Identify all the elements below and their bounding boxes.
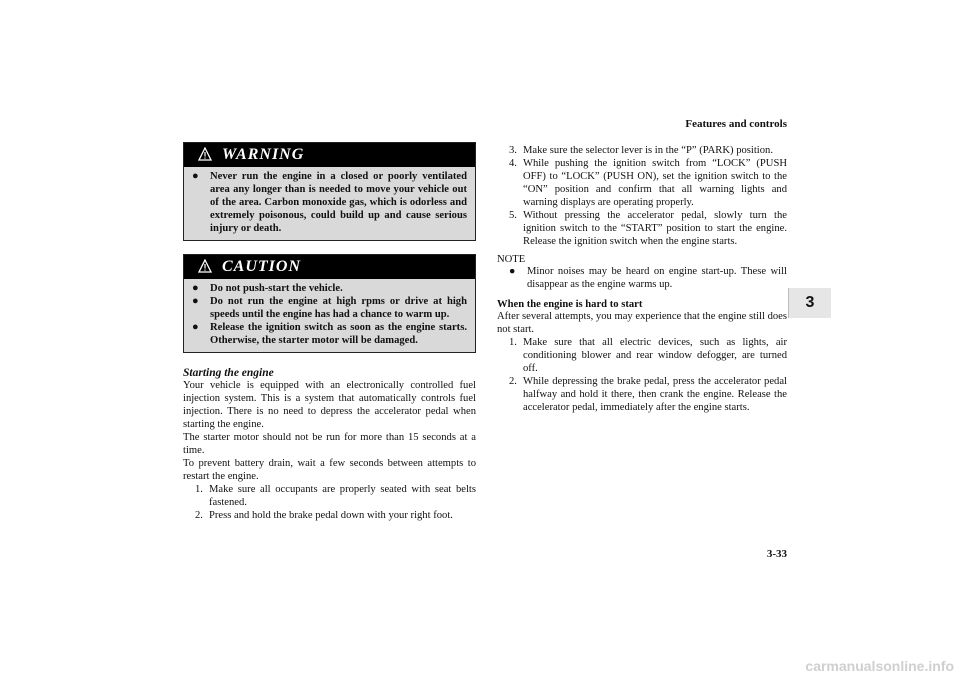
note-label: NOTE [497, 254, 526, 265]
caution-item: ● Release the ignition switch as soon as the engine starts. Otherwise, the starter motor will be damaged. [192, 321, 467, 346]
running-header: Features and controls [685, 118, 787, 130]
caution-header [184, 255, 475, 279]
list-item: 1. Make sure all occupants are properly seated with seat belts fastened. [195, 484, 476, 508]
paragraph: To prevent battery drain, wait a few seconds between attempts to restart the engine. [183, 458, 476, 482]
steps-list [497, 144, 787, 248]
left-column [183, 142, 476, 522]
bullet-icon: ● [192, 282, 199, 294]
warning-body [184, 167, 475, 240]
caution-triangle-icon [198, 259, 212, 273]
list-item: 1. Make sure that all electric devices, such as lights, air conditioning blower and rear window defogger, are turned off. [509, 337, 787, 374]
caution-item: ● Do not run the engine at high rpms or drive at high speeds until the engine has had a chance to warm up. [192, 295, 467, 320]
list-item: 2. Press and hold the brake pedal down with your right foot. [195, 510, 453, 521]
paragraph: Your vehicle is equipped with an electronically controlled fuel injection system. This is a system that automatically controls fuel injection. There is no need to depress the accelerator pedal when starting the engine. [183, 380, 476, 430]
warning-box [183, 142, 476, 241]
right-column [497, 144, 787, 414]
starting-section [183, 367, 476, 522]
page-number: 3-33 [766, 548, 787, 560]
warning-header [184, 143, 475, 167]
steps-list [183, 483, 476, 522]
hard-start-section [497, 299, 787, 414]
section-title: When the engine is hard to start [497, 299, 643, 310]
bullet-icon: ● [192, 295, 199, 307]
list-item: 3. Make sure the selector lever is in the “P” (PARK) position. [509, 145, 773, 156]
caution-box [183, 254, 476, 353]
section-title: Starting the engine [183, 367, 274, 379]
caution-label: CAUTION [222, 258, 302, 275]
warning-label: WARNING [222, 146, 305, 163]
bullet-icon: ● [192, 170, 199, 182]
warning-triangle-icon [198, 147, 212, 161]
caution-item: ● Do not push-start the vehicle. [192, 282, 343, 294]
paragraph: After several attempts, you may experience that the engine still does not start. [497, 311, 787, 335]
list-item: 5. Without pressing the accelerator pedal, slowly turn the ignition switch to the “START” position to start the engine. Release the ignition switch when the engine starts. [509, 210, 787, 247]
watermark-link[interactable]: carmanualsonline.info [805, 658, 954, 674]
note-section [497, 254, 787, 291]
caution-body [184, 279, 475, 352]
chapter-tab: 3 [788, 288, 831, 318]
steps-list [497, 336, 787, 414]
note-item: ● Minor noises may be heard on engine start-up. These will disappear as the engine warms up. [509, 266, 787, 290]
paragraph: The starter motor should not be run for more than 15 seconds at a time. [183, 432, 476, 456]
warning-item: ● Never run the engine in a closed or poorly ventilated area any longer than is needed to move your vehicle out of the area. Carbon monoxide gas, which is odorless and extremely poisonous, could build up and cause serious injury or death. [192, 170, 467, 234]
list-item: 2. While depressing the brake pedal, press the accelerator pedal halfway and hold it there, then crank the engine. Release the accelerator pedal, immediately after the engine starts. [509, 376, 787, 413]
bullet-icon: ● [509, 266, 516, 277]
list-item: 4. While pushing the ignition switch from “LOCK” (PUSH OFF) to “LOCK” (PUSH ON), set the ignition switch to the “ON” position and confirm that all warning lights and warning displays are operating properly. [509, 158, 787, 208]
bullet-icon: ● [192, 321, 199, 333]
